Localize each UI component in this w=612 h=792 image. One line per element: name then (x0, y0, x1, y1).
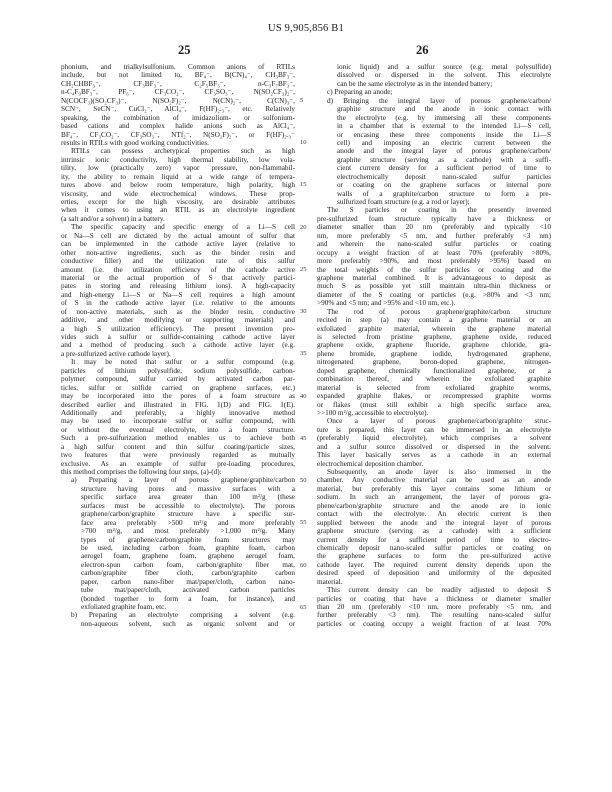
text-line: carbon/graphite fiber cloth, carbon/graphite carbon (81, 569, 295, 578)
text-line: the graphene surfaces to form the pre-sulfurized active (317, 552, 551, 561)
text-line: a) Preparing a layer of porous graphene/graphite/carbon (71, 476, 295, 485)
text-line: graphene material combined. It is advantageous to deposit as (317, 273, 551, 282)
left-text-column (61, 63, 295, 628)
text-line: pates in storing and releasing lithium ions). A high-capacity (61, 282, 295, 291)
text-line: sodium. In such an arrangement, the layer of porous gra- (317, 493, 551, 502)
text-line: be used, including carbon foam, graphite foam, carbon (81, 543, 295, 552)
text-line: aerogel foam, graphene foam, graphene aerogel foam, (81, 552, 295, 561)
text-line: RTILs can possess archetypical properties such as high (71, 147, 295, 156)
line-number: 25 (300, 265, 307, 273)
text-line: or encasing these three components inside the Li—S (337, 130, 551, 139)
text-line: sulfurized foam structure (e.g. a rod or layer); (337, 198, 470, 206)
text-line: Additionally and preferably, a highly innovative method (61, 408, 295, 417)
text-line: combination thereof, and wherein the exfoliated graphite (317, 375, 551, 384)
text-line: BF₄⁻, CF₃CO₂⁻, CF₃SO₃⁻, NTf₂⁻, N(SO₂F)₂⁻, or F(HF)₂.₃⁻ (61, 130, 295, 139)
line-number: 65 (300, 603, 307, 611)
text-line: a high sulfur content and thin sulfur coating/particle sizes, (61, 442, 295, 451)
text-line: other non-active ingredients, such as the binder resin and (61, 248, 295, 257)
text-line: recited in step (a) may contain a graphene material or an (317, 316, 551, 325)
right-text-column (317, 63, 551, 628)
text-line: (bonded together to form a foam, for instance), and (81, 594, 295, 603)
text-line: graphite structure (serving as a cathode) with a suffi- (337, 155, 551, 164)
text-line: material is selected from exfoliated graphite worms, (317, 383, 551, 392)
text-line: particles of lithium polysulfide, sodium polysulfide, carbon- (61, 366, 295, 375)
text-line: tube mat/paper/cloth, activated carbon particles (81, 586, 295, 595)
text-line: cient current density for a sufficient period of time to (337, 164, 551, 173)
text-line: two features that were previously regarded as mutually (61, 451, 295, 460)
text-line: additive, and other modifying or supporting materials) and (61, 316, 295, 325)
text-line: material. (317, 577, 343, 586)
text-line: graphene structure (serving as a cathode) with a sufficient (317, 527, 551, 536)
text-line: include, but not limited to, BF₄⁻, B(CN)₄⁻, CH₃BF₃⁻, (61, 71, 295, 80)
text-line: phonium, and trialkylsulfonium. Common anions of RTILs (61, 63, 295, 71)
text-line: ionic liquid) and a sulfur source (e.g. metal polysulfide) (337, 63, 551, 71)
text-line: or Na—S cell are dictated by the actual amount of sulfur that (61, 231, 295, 240)
text-line: graphene/carbon/graphite structure have a specific sur- (81, 510, 295, 519)
text-line: material, but preferably this layer contains some lithium or (317, 484, 551, 493)
text-line: walls of a graphite/carbon structure to form a pre- (337, 189, 551, 198)
text-line: the electrolyte (e.g. by immersing all these components (337, 113, 551, 122)
right-column-page-number: 26 (416, 43, 429, 57)
text-line: The S particles or coating in the presently invented (327, 206, 551, 215)
text-line: the total weights of the sulfur particles or coating and the (317, 265, 551, 274)
text-line: SCN⁻, SeCN⁻, CuCl₂⁻, AlCl₄⁻, F(HF)₂.₃⁻, etc. Relatively (61, 105, 295, 114)
text-line: nm, more preferably <5 nm, and further preferably <3 nm) (317, 231, 551, 240)
text-line: results in RTILs with good working conductivities. (61, 138, 209, 147)
text-line: amount (i.e. the utilization efficiency of the cathode active (61, 265, 295, 274)
text-line: Such a pre-sulfurization method enables us to achieve both (61, 434, 295, 443)
text-line: pre-sulfurized foam structure typically have a thickness or (317, 214, 551, 223)
text-line: CH₂CHBF₃⁻, CF₃BF₃⁻, C₂F₅BF₃⁻, n-C₃F₇BF₃⁻, (61, 79, 295, 88)
text-line: c) Preparing an anode; (327, 88, 393, 97)
text-line: chamber. Any conductive material can be used as an anode (317, 476, 551, 485)
text-line: This current density can be readily adjusted to deposit S (327, 586, 551, 595)
line-number: 40 (300, 392, 307, 400)
line-number: 45 (300, 434, 307, 442)
text-line: a high S utilization efficiency). The present invention pro- (61, 324, 295, 333)
text-line: ity, the ability to remain liquid at a wide range of tempera- (61, 172, 295, 181)
text-line: specific surface area greater than 100 m²/g (these (81, 493, 295, 502)
line-number: 60 (300, 561, 307, 569)
text-line: dissolved or dispersed in the solvent. This electrolyte (337, 71, 551, 80)
text-line: surfaces must be accessible to electrolyte). The porous (81, 501, 295, 510)
text-line: viscosity, and wide electrochemical windows. These prop- (61, 189, 295, 198)
line-number: 5 (300, 96, 304, 104)
text-line: electrochemical deposition chamber. (317, 459, 424, 468)
text-line: can be implemented in the cathode active layer (relative to (61, 240, 295, 249)
text-line: or without the eventual electrolyte, into a foam structure. (61, 425, 295, 434)
text-line: n-C₄F₉BF₃⁻, PF₆⁻, CF₃CO₂⁻, CF₃SO₃⁻, N(SO₂CF₃)₂⁻, (61, 88, 295, 97)
text-line: a pre-sulfurized active cathode layer). (61, 349, 171, 358)
text-line: face area preferably >500 m²/g and more preferably (81, 518, 295, 527)
text-line: diameter smaller than 20 nm (preferably and typically <10 (317, 223, 551, 232)
line-number: 50 (300, 477, 307, 485)
text-line: The specific capacity and specific energy of a Li—S cell (71, 223, 295, 232)
text-line: nitrogenated graphene, boron-doped graphene, nitrogen- (317, 358, 551, 367)
text-line: erties, except for the high viscosity, are desirable attributes (61, 198, 295, 206)
text-line: This layer basically serves as a cathode in an external (317, 451, 551, 460)
text-line: based cations and complex halide anions such as AlCl₄⁻, (61, 122, 295, 131)
text-line: tures above and below room temperature, high polarity, high (61, 181, 295, 190)
text-line: cell) and imposing an electric current between the (337, 138, 551, 147)
text-line: exfoliated graphite material, wherein the graphene material (317, 324, 551, 333)
line-number: 15 (300, 181, 307, 189)
text-line: electrochemically deposit nano-scaled sulfur particles (337, 172, 551, 181)
text-line: exclusive. As an example of sulfur pre-loading procedures, (61, 459, 295, 468)
text-line: in a chamber that is external to the intended Li—S cell, (337, 122, 551, 131)
text-line: described earlier and illustrated in FIG. 1(D) and FIG. 1(E). (61, 400, 295, 409)
text-line: and a sulfur source dissolved or dispersed in the solvent. (317, 442, 551, 451)
text-line: non-aqueous solvent, such as organic solvent and or (81, 619, 295, 628)
text-line: expanded graphite flakes, or recompressed graphite worms (317, 392, 551, 401)
text-line: supplied between the anode and the integral layer of porous (317, 518, 551, 527)
text-line: polymer compound, sulfur carried by activated carbon par- (61, 375, 295, 384)
line-number: 30 (300, 308, 307, 316)
text-line: b) Preparing an electrolyte comprising a solvent (e.g. (71, 611, 295, 620)
text-line: phene/carbon/graphite structure and the anode are in ionic (317, 501, 551, 510)
patent-number: US 9,905,856 B1 (268, 23, 344, 34)
line-number: 55 (300, 519, 307, 527)
text-line: current density for a sufficient period of time to electro- (317, 535, 551, 544)
text-line: chemically deposit nano-scaled sulfur particles or coating on (317, 543, 551, 552)
text-line: than 20 nm (preferably <10 nm, more preferably <5 nm, and (317, 603, 551, 611)
text-line: ticles, sulfur or sulfide carried on graphene surfaces, etc.) (61, 383, 295, 392)
text-line: can be the same electrolyte as in the intended battery; (337, 79, 493, 88)
text-line: phene bromide, graphene iodide, hydrogenated graphene, (317, 349, 551, 358)
text-line: more preferably >90%, and most preferably >95%) based on (317, 257, 551, 266)
text-line: tility, low (practically zero) vapor pressure, non-flammabil- (61, 164, 295, 173)
text-line: >90% and <5 nm; and >95% and <10 nm, etc.). (317, 299, 456, 308)
text-line: graphite structure and the anode in ionic contact with (337, 105, 551, 114)
text-line: electron-spun carbon foam, carbon/graphite fiber mat, (81, 560, 295, 569)
text-line: cathode layer. The required current density depends upon the (317, 560, 551, 569)
text-line: It may be noted that sulfur or a sulfur compound (e.g. (71, 358, 295, 367)
text-line: of S in the cathode active layer (i.e. relative to the amounts (61, 299, 295, 308)
text-line: anode and the integral layer of porous graphene/carbon/ (337, 147, 551, 156)
text-line: exfoliated graphite foam, etc. (81, 603, 167, 611)
text-line: ture is prepared, this layer can be immersed in an electrolyte (317, 425, 551, 434)
text-line: material or the actual proportion of S that actively partici- (61, 273, 295, 282)
text-line: vides such a sulfur or sulfide-containing cathode active layer (61, 333, 295, 341)
text-line: or coating on the graphene surfaces or internal pore (337, 181, 551, 190)
text-line: types of graphene/carbon/graphite foam structures may (81, 535, 295, 544)
text-line: graphene oxide, graphene fluoride, graphene chloride, gra- (317, 341, 551, 350)
text-line: (a salt and/or a solvent) in a battery. (61, 214, 165, 223)
text-line: paper, carbon nano-fiber mat/paper/cloth, carbon nano- (81, 577, 295, 586)
text-line: speaking, the combination of imidazolium- or sulfonium- (61, 113, 295, 122)
text-line: diameter of the S coating or particles (e.g. >80% and <3 nm; (317, 290, 551, 299)
line-number: 20 (300, 223, 307, 231)
text-line: N(COCF₃)(SO₂CF₃)⁻, N(SO₂F)₂⁻, N(CN)₂⁻, C(CN)₃⁻, (61, 96, 295, 105)
text-line: The rod of porous graphene/graphite/carbon structure (327, 307, 551, 316)
text-line: or flakes (must still exhibit a high specific surface area, (317, 400, 551, 409)
text-line: and high-energy Li—S or Na—S cell requires a high amount (61, 290, 295, 299)
text-line: >>100 m²/g, accessible to electrolyte). (317, 408, 429, 417)
text-line: structure having pores and massive surfaces with a (81, 484, 295, 493)
text-line: desired speed of deposition and uniformity of the deposited (317, 569, 551, 578)
text-line: contact with the electrolyte. An electric current is then (317, 510, 551, 519)
line-number: 35 (300, 350, 307, 358)
line-number: 10 (300, 139, 307, 147)
text-line: is selected from pristine graphene, graphene oxide, reduced (317, 333, 551, 341)
text-line: may be incorporated into the pores of a foam structure as (61, 392, 295, 401)
text-line: occupy a weight fraction of at least 70% (preferably >80%, (317, 248, 551, 257)
left-column-page-number: 25 (178, 43, 191, 57)
text-line: further preferably <3 nm). The resulting nano-scaled sulfur (317, 611, 551, 620)
text-line: intrinsic ionic conductivity, high thermal stability, low vola- (61, 155, 295, 164)
text-line: particles or coating occupy a weight fraction of at least 70% (317, 619, 551, 628)
text-line: (preferably liquid electrolyte), which comprises a solvent (317, 434, 551, 443)
text-line: doped graphene, chemically functionalized graphene, or a (317, 366, 551, 375)
text-line: this method comprises the following four steps, (a)-(d): (61, 468, 222, 476)
text-line: d) Bringing the integral layer of porous graphene/carbon/ (327, 96, 551, 105)
text-line: when it comes to using an RTIL as an electrolyte ingredient (61, 206, 295, 215)
text-line: and a method of producing such a cathode active layer (e.g. (61, 341, 295, 350)
text-line: conductive filler) and the utilization rate of this sulfur (61, 257, 295, 266)
text-line: may be used to incorporate sulfur or sulfur compound, with (61, 417, 295, 426)
text-line: Once a layer of porous graphene/carbon/graphite struc- (327, 417, 551, 426)
text-line: particles or coating that have a thickness or diameter smaller (317, 594, 551, 603)
text-line: of non-active materials, such as the binder resin, conductive (61, 307, 295, 316)
text-line: Subsequently, an anode layer is also immersed in the (327, 468, 551, 476)
text-line: much S as possible yet still maintain ultra-thin thickness or (317, 282, 551, 291)
text-line: and wherein the nano-scaled sulfur particles or coating (317, 240, 551, 249)
text-line: >700 m²/g, and most preferably >1,000 m²/g. Many (81, 527, 295, 536)
